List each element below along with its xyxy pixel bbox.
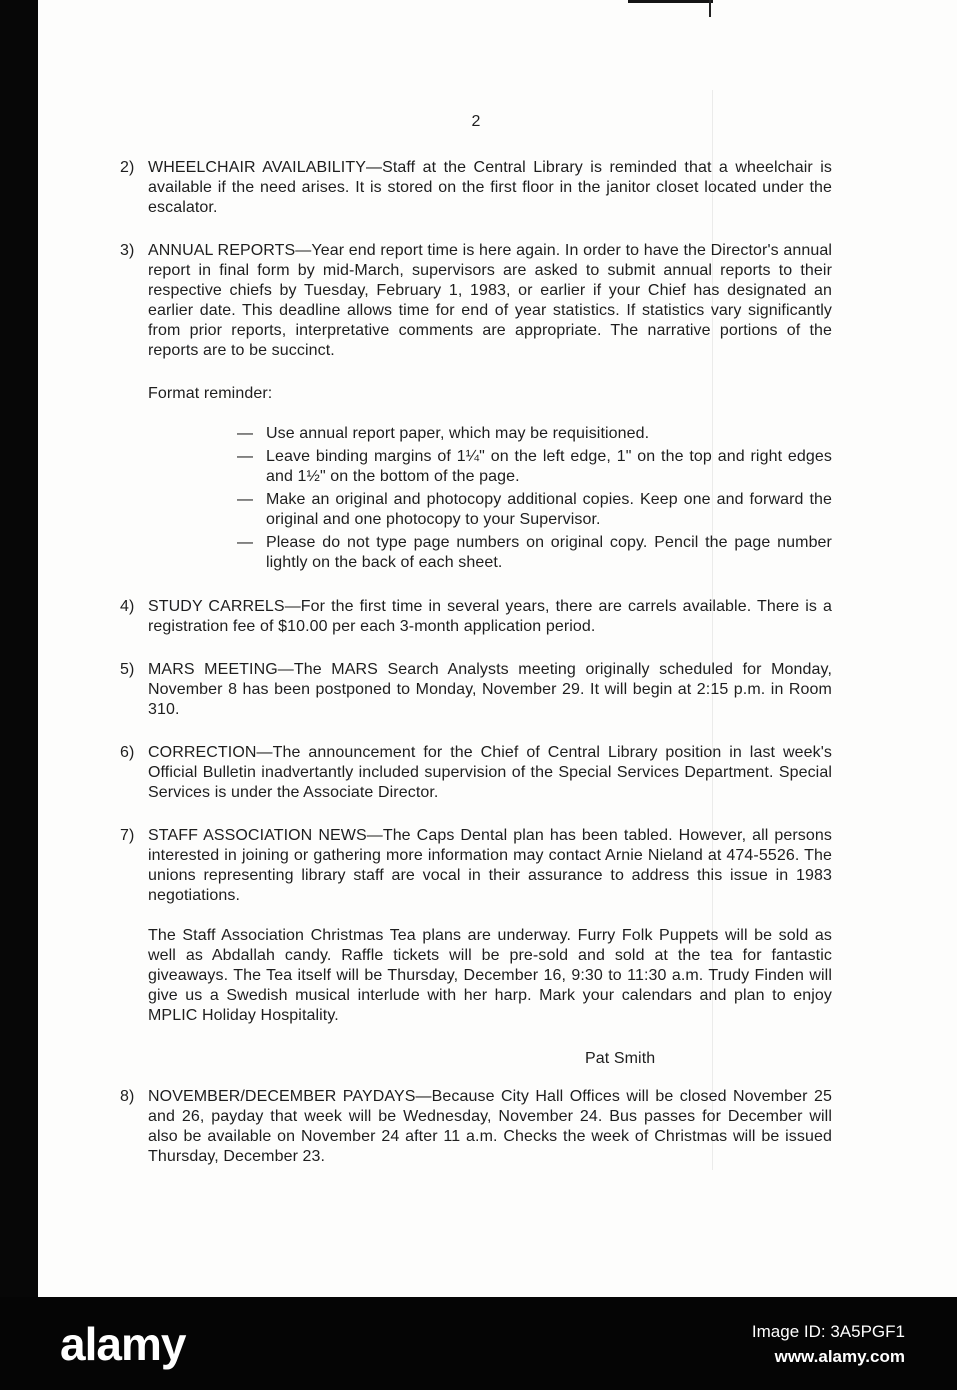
format-reminder-list [237, 424, 832, 573]
item-number: 2) [120, 159, 135, 176]
item-number: 8) [120, 1088, 135, 1105]
item-text: MARS MEETING—The MARS Search Analysts meeting originally scheduled for Monday, November 8 has been postponed to Monday, November 29. It will begin at 2:15 p.m. in Room 310. [148, 661, 832, 718]
item-number: 5) [120, 661, 135, 678]
bulletin-item-mars-meeting [120, 660, 832, 720]
item-number: 4) [120, 598, 135, 615]
page-number: 2 [471, 113, 481, 130]
format-reminder-label: Format reminder: [148, 385, 273, 402]
watermark-bar [0, 1297, 957, 1390]
dash-bullet-icon: — [237, 448, 254, 465]
bulletin-item-study-carrels [120, 597, 832, 637]
item-text: WHEELCHAIR AVAILABILITY—Staff at the Central Library is reminded that a wheelchair is available if the need arises. It is stored on the first floor in the janitor closet located under the escalator. [148, 159, 832, 216]
item-text: STAFF ASSOCIATION NEWS—The Caps Dental plan has been tabled. However, all persons interested in joining or gathering more information may contact Arnie Nieland at 474-5526. The unions representing library staff are vocal in their assurance to address this issue in 1983 negotiations. [148, 827, 832, 904]
item-text: NOVEMBER/DECEMBER PAYDAYS—Because City Hall Offices will be closed November 25 and 26, payday that week will be Wednesday, November 24. Bus passes for December will also be available on November 24 after 11 a.m. Checks the week of Christmas will be issued Thursday, December 23. [148, 1088, 832, 1165]
list-item [237, 533, 832, 573]
alamy-logo: alamy [60, 1317, 186, 1370]
list-item [237, 424, 832, 444]
item-number: 6) [120, 744, 135, 761]
item-text: CORRECTION—The announcement for the Chief of Central Library position in last week's Official Bulletin inadvertantly included supervision of the Special Services Department. Special Services is under the Associate Director. [148, 744, 832, 801]
list-item-text: Leave binding margins of 1¼" on the left edge, 1" on the top and right edges and 1½" on the bottom of the page. [266, 448, 832, 485]
item-text: The Staff Association Christmas Tea plans are underway. Furry Folk Puppets will be sold as well as Abdallah candy. Raffle tickets will be pre-sold and sold at the tea for fantastic giveaways. The Tea itself will be Thursday, December 16, 9:30 to 11:30 a.m. Trudy Finden will give us a Swedish musical interlude with her harp. Mark your calendars and plan to enjoy MPLIC Holiday Hospitality. [148, 927, 832, 1024]
dash-bullet-icon: — [237, 425, 254, 442]
watermark-meta [752, 1319, 905, 1369]
bulletin-item-wheelchair [120, 158, 832, 218]
list-item [237, 447, 832, 487]
item-text: STUDY CARRELS—For the first time in several years, there are carrels available. There is a registration fee of $10.00 per each 3-month application period. [148, 598, 832, 635]
item-number: 3) [120, 242, 135, 259]
bulletin-item-correction [120, 743, 832, 803]
dash-bullet-icon: — [237, 491, 254, 508]
list-item-text: Make an original and photocopy additional copies. Keep one and forward the original and one photocopy to your Supervisor. [266, 491, 832, 528]
scan-edge-strip [0, 0, 38, 1390]
item-text: ANNUAL REPORTS—Year end report time is here again. In order to have the Director's annual report in final form by mid-March, supervisors are asked to submit annual reports to their respective chiefs by Tuesday, February 1, 1983, or earlier if your Chief has designated an earlier date. This deadline allows time for end of year statistics. If statistics vary significantly from prior reports, interpretative comments are appropriate. The narrative portions of the reports are to be succinct. [148, 242, 832, 359]
bulletin-item-staff-association [120, 826, 832, 1026]
signature-pat-smith: Pat Smith [585, 1050, 656, 1067]
dash-bullet-icon: — [237, 534, 254, 551]
list-item-text: Use annual report paper, which may be requisitioned. [266, 425, 650, 442]
list-item [237, 490, 832, 530]
bulletin-item-annual-reports [120, 241, 832, 361]
watermark-url: www.alamy.com [774, 1346, 905, 1366]
item-number: 7) [120, 827, 135, 844]
document-page [120, 0, 832, 1190]
image-id-text: Image ID: 3A5PGF1 [751, 1321, 905, 1341]
format-reminder-section [148, 384, 832, 573]
item-body [148, 826, 832, 1026]
bulletin-item-paydays [120, 1087, 832, 1167]
list-item-text: Please do not type page numbers on original copy. Pencil the page number lightly on the back of each sheet. [266, 534, 832, 571]
